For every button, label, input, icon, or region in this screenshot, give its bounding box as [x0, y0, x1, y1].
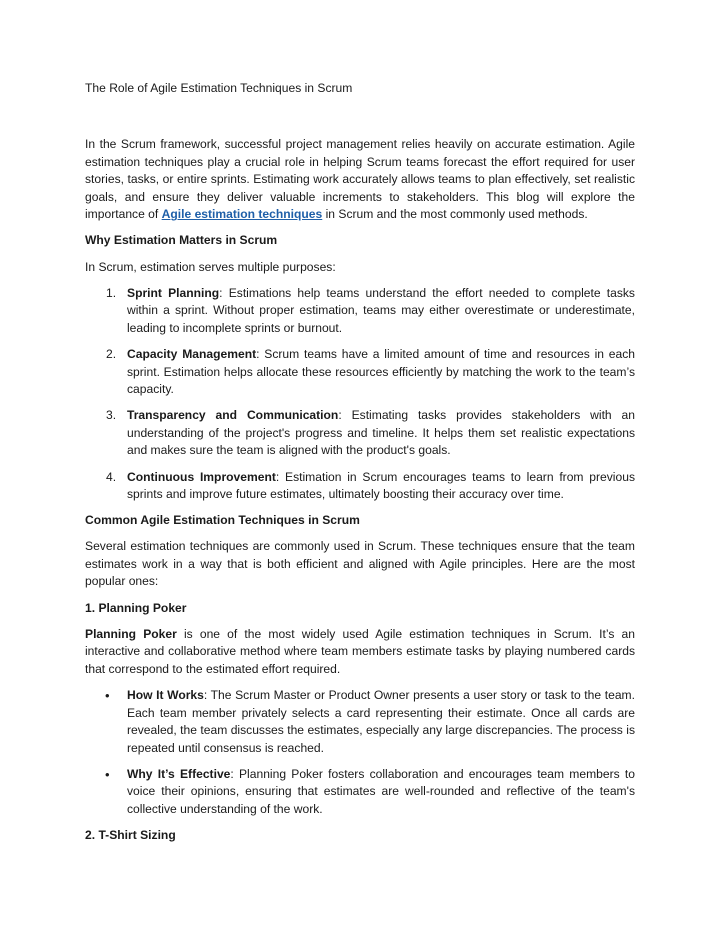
- list-item: [85, 407, 635, 460]
- intro-paragraph: [85, 136, 635, 224]
- document-page: [85, 80, 635, 853]
- intro-text-before-link: In the Scrum framework, successful project management relies heavily on accurate estimation. Agile estimation techniques play a crucial role in helping Scrum teams forecast the effort required for user stories, tasks, or entire sprints. Estimating work accurately allows teams to plan effectively, set realistic goals, and ensure they deliver valuable increments to stakeholders. This blog will explore the importance of: [85, 137, 635, 222]
- agile-estimation-link[interactable]: Agile estimation techniques: [161, 207, 323, 222]
- section2-lead: Several estimation techniques are commonly used in Scrum. These techniques ensure that the team estimates work in a way that is both efficient and aligned with Agile principles. Here are the most popular ones:: [85, 539, 635, 589]
- planning-poker-term: Planning Poker: [85, 626, 177, 641]
- list-item-term: Sprint Planning: [127, 285, 220, 300]
- subheading-planning-poker: 1. Planning Poker: [85, 600, 187, 615]
- planning-poker-text: is one of the most widely used Agile estimation techniques in Scrum. It’s an interactive and collaborative method where team members estimate tasks by playing numbered cards that correspond to the estimated effort required.: [85, 626, 635, 676]
- intro-text-after-link: in Scrum and the most commonly used methods.: [322, 207, 588, 222]
- list-item-text: : Estimation in Scrum encourages teams to learn from previous sprints and improve future estimates, ultimately boosting their accuracy over time.: [127, 469, 635, 502]
- list-number: 2.: [106, 346, 117, 361]
- estimation-purposes-list: [85, 285, 635, 504]
- list-item-text: : Estimating tasks provides stakeholders with an understanding of the project's progress and timeline. It helps them set realistic expectations and makes sure the team is aligned with the product's goals.: [127, 408, 635, 458]
- list-item: [85, 469, 635, 504]
- list-item: [85, 285, 635, 338]
- bullet-text: : Planning Poker fosters collaboration and encourages team members to voice their opinions, ensuring that estimates are well-rounded and reflective of the team's collective understanding of the work.: [127, 766, 636, 816]
- planning-poker-paragraph: [85, 626, 635, 679]
- bullet-text: : The Scrum Master or Product Owner presents a user story or task to the team. Each team member privately selects a card representing their estimate. Once all cards are revealed, the team discusses the estimates, especially any large discrepancies. The process is repeated until consensus is reached.: [127, 687, 635, 755]
- list-item: [85, 687, 635, 757]
- list-item-text: : Estimations help teams understand the effort needed to complete tasks within a sprint. Without proper estimation, teams may either overestimate or underestimate, leading to incomplete sprints or burnout.: [127, 285, 635, 335]
- list-item-term: Transparency and Communication: [127, 408, 339, 423]
- bullet-marker: •: [105, 687, 110, 703]
- bullet-term: How It Works: [127, 687, 204, 702]
- document-title: The Role of Agile Estimation Techniques in Scrum: [85, 81, 353, 95]
- section-heading-common-techniques: Common Agile Estimation Techniques in Scrum: [85, 513, 360, 528]
- bullet-marker: •: [105, 766, 110, 782]
- list-item-term: Continuous Improvement: [127, 469, 276, 484]
- list-number: 1.: [106, 285, 117, 300]
- section1-lead: In Scrum, estimation serves multiple purposes:: [85, 259, 336, 274]
- list-number: 3.: [106, 408, 117, 423]
- planning-poker-bullets: [85, 687, 635, 819]
- list-item-term: Capacity Management: [127, 346, 257, 361]
- list-item: [85, 346, 635, 399]
- list-item: [85, 766, 635, 819]
- subheading-tshirt-sizing: 2. T-Shirt Sizing: [85, 828, 176, 843]
- bullet-term: Why It’s Effective: [127, 766, 231, 781]
- list-item-text: : Scrum teams have a limited amount of time and resources in each sprint. Estimation helps allocate these resources efficiently by matching the work to the team’s capacity.: [127, 346, 635, 397]
- section-heading-why-estimation: Why Estimation Matters in Scrum: [85, 233, 278, 248]
- list-number: 4.: [106, 469, 117, 484]
